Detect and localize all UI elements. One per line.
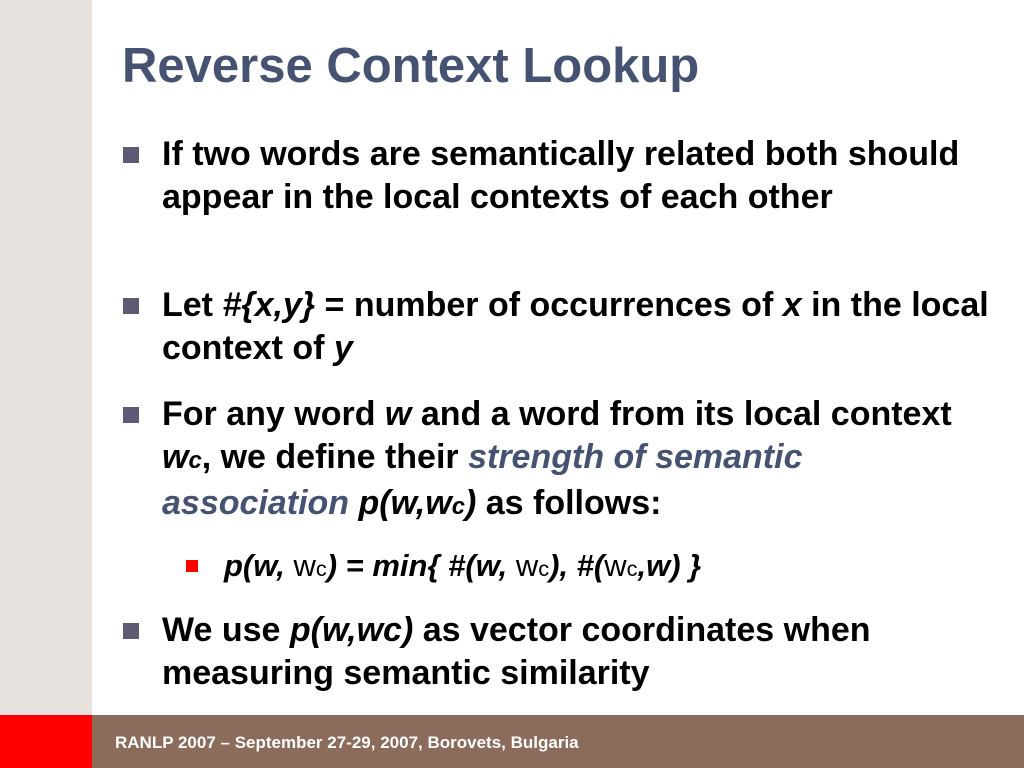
bullet-2 [123,284,993,370]
slide-title: Reverse Context Lookup [122,39,700,93]
bullet-4 [123,609,993,695]
square-bullet-icon [123,623,139,639]
footer-text: RANLP 2007 – September 27-29, 2007, Borovets, Bulgaria [115,733,579,752]
left-band [0,0,92,715]
highlighted-term: strength of semantic association [162,438,803,522]
bullet-1 [123,133,993,219]
square-bullet-icon [123,147,139,163]
bullet-text: Let #{x,y} = number of occurrences of x in the local context of y [162,286,989,367]
square-bullet-icon [123,298,139,314]
formula: p(w, wc) = min{ #(w, wc), #(wc,w) } [224,548,702,583]
red-square-bullet-icon [186,560,198,572]
formula-bullet [186,546,986,589]
bullet-text: We use p(w,wc) as vector coordinates when measuring semantic similarity [162,611,871,692]
square-bullet-icon [123,407,139,423]
footer-bar [92,715,1024,768]
bullet-text: For any word w and a word from its local context wc, we define their strength of semantic association p(w,wc) as follows: [162,395,952,522]
footer-accent [0,715,92,768]
bullet-3 [123,393,993,528]
bullet-text: If two words are semantically related both should appear in the local contexts of each other [162,135,960,216]
